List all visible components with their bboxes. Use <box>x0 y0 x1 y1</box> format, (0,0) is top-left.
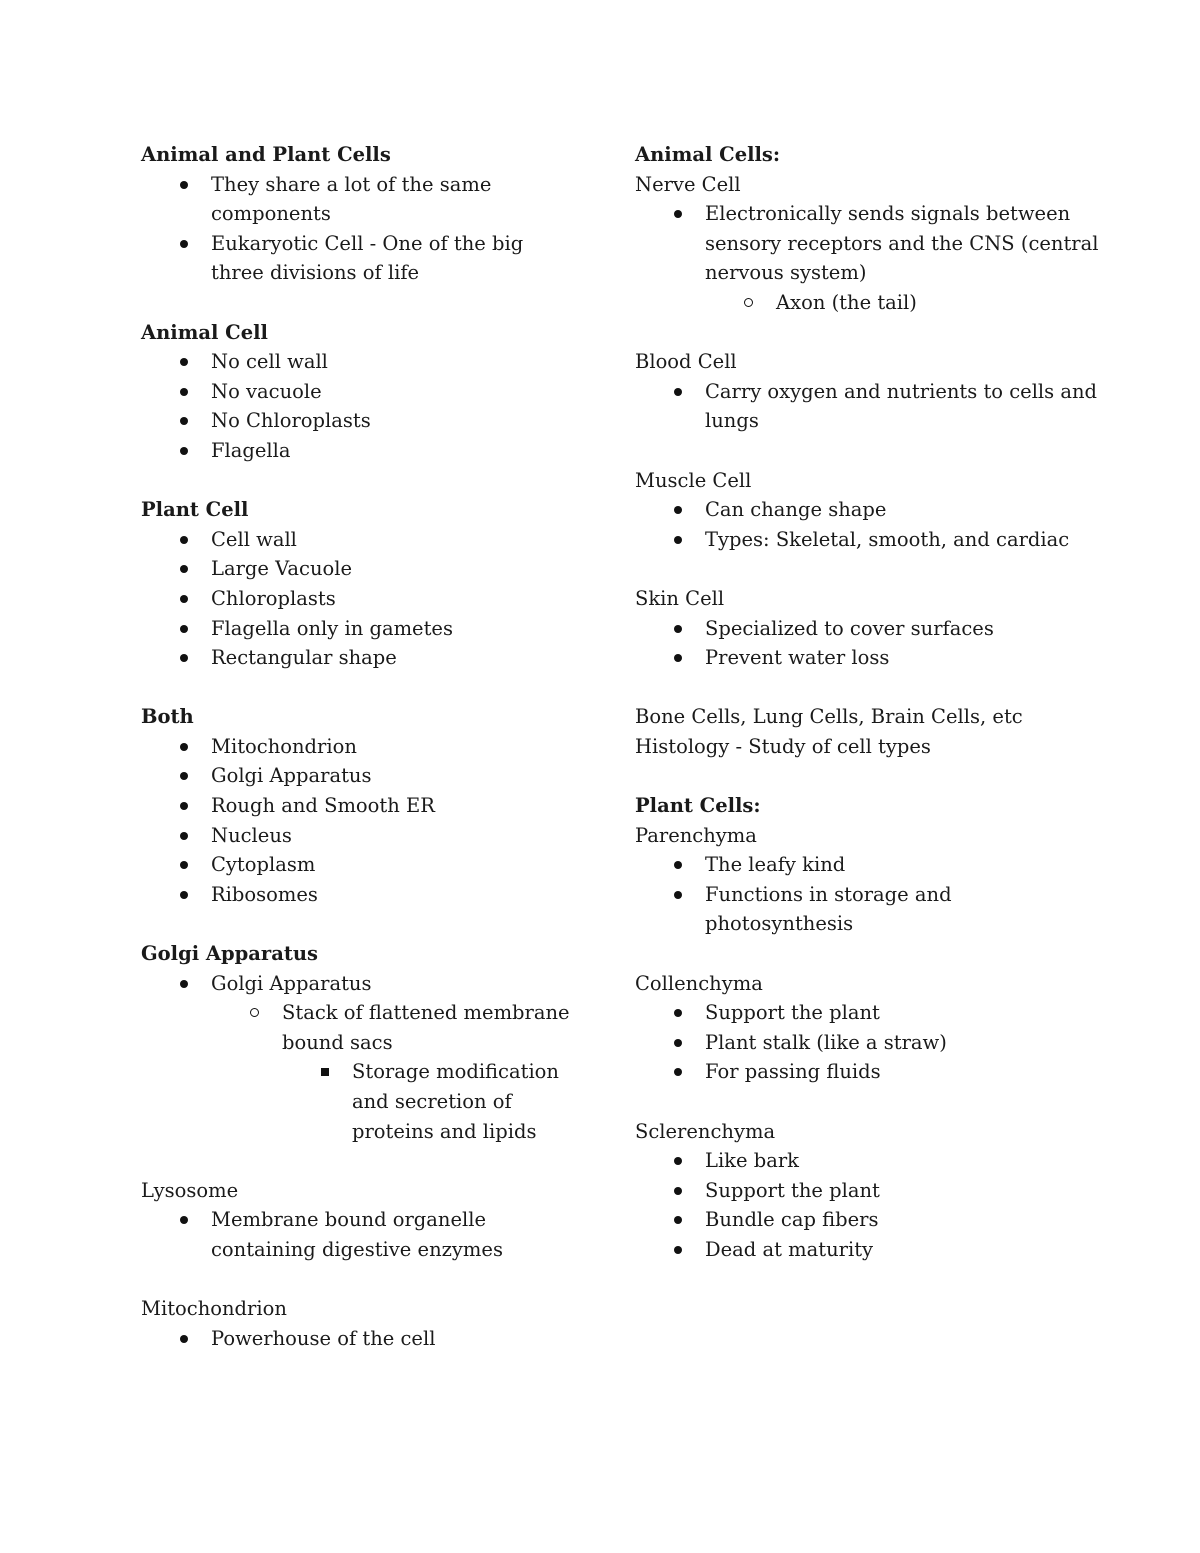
bullet-list <box>141 170 581 288</box>
subheading-sclerenchyma: Sclerenchyma <box>635 1119 776 1143</box>
bullet-disc-icon <box>177 821 191 851</box>
bullet-list <box>635 998 1105 1087</box>
bullet-disc-icon <box>671 377 685 407</box>
bullet-disc-icon <box>177 969 191 999</box>
list-item: Membrane bound organelle containing digestive enzymes <box>211 1205 581 1264</box>
list-item-level-2: Axon (the tail) <box>776 288 1105 318</box>
list-item: Rectangular shape <box>211 643 581 673</box>
bullet-disc-icon <box>177 525 191 555</box>
subheading-muscle-cell: Muscle Cell <box>635 468 752 492</box>
bullet-disc-icon <box>671 1205 685 1235</box>
list-item: Plant stalk (like a straw) <box>705 1028 1105 1058</box>
bullet-disc-icon <box>177 377 191 407</box>
list-item: Ribosomes <box>211 880 581 910</box>
bullet-disc-icon <box>177 643 191 673</box>
bullet-disc-icon <box>177 436 191 466</box>
list-item: Dead at maturity <box>705 1235 1105 1265</box>
bullet-disc-icon <box>177 170 191 200</box>
list-item-level-2: Stack of flattened membrane bound sacs <box>282 998 581 1057</box>
section-heading-plant-cells: Plant Cells: <box>635 794 761 818</box>
list-item: Types: Skeletal, smooth, and cardiac <box>705 525 1105 555</box>
bullet-disc-icon <box>177 614 191 644</box>
section-heading-plant-cell: Plant Cell <box>141 498 249 522</box>
bullet-disc-icon <box>671 1028 685 1058</box>
section-heading-lysosome: Lysosome <box>141 1178 239 1202</box>
bullet-disc-icon <box>177 406 191 436</box>
bullet-disc-icon <box>671 614 685 644</box>
bullet-disc-icon <box>671 643 685 673</box>
bullet-list <box>141 525 581 673</box>
list-item: Functions in storage and photosynthesis <box>705 880 1105 939</box>
bullet-disc-icon <box>177 732 191 762</box>
bullet-disc-icon <box>177 229 191 259</box>
right-column <box>635 140 1105 1265</box>
list-item: Large Vacuole <box>211 554 581 584</box>
other-cells-line: Bone Cells, Lung Cells, Brain Cells, etc <box>635 705 1023 729</box>
left-column <box>141 140 581 1353</box>
list-item: Can change shape <box>705 495 1105 525</box>
section-heading-animal-and-plant-cells: Animal and Plant Cells <box>141 143 391 166</box>
bullet-square-icon <box>318 1057 332 1087</box>
bullet-list <box>635 1146 1105 1264</box>
list-item: Flagella only in gametes <box>211 614 581 644</box>
bullet-list <box>141 732 581 910</box>
bullet-circle-icon <box>742 288 756 318</box>
list-item: Powerhouse of the cell <box>211 1324 581 1354</box>
bullet-disc-icon <box>671 1235 685 1265</box>
subheading-skin-cell: Skin Cell <box>635 586 725 610</box>
bullet-list <box>635 495 1105 554</box>
bullet-circle-icon <box>248 998 262 1028</box>
section-heading-animal-cells: Animal Cells: <box>635 143 781 166</box>
list-item: Chloroplasts <box>211 584 581 614</box>
bullet-disc-icon <box>177 584 191 614</box>
list-item: Bundle cap fibers <box>705 1205 1105 1235</box>
list-item: The leafy kind <box>705 850 1105 880</box>
list-item: Flagella <box>211 436 581 466</box>
bullet-disc-icon <box>177 880 191 910</box>
list-item: Prevent water loss <box>705 643 1105 673</box>
list-item: No vacuole <box>211 377 581 407</box>
subheading-collenchyma: Collenchyma <box>635 971 763 995</box>
list-item: Cell wall <box>211 525 581 555</box>
bullet-disc-icon <box>177 554 191 584</box>
list-item: Support the plant <box>705 1176 1105 1206</box>
histology-line: Histology - Study of cell types <box>635 734 931 758</box>
bullet-disc-icon <box>671 1176 685 1206</box>
list-item-level-3: Storage modification and secretion of proteins and lipids <box>352 1057 581 1146</box>
list-item: Cytoplasm <box>211 850 581 880</box>
list-item: For passing fluids <box>705 1057 1105 1087</box>
list-item: Like bark <box>705 1146 1105 1176</box>
bullet-list <box>141 1324 581 1354</box>
bullet-disc-icon <box>671 495 685 525</box>
bullet-list <box>141 347 581 465</box>
list-item: Golgi Apparatus <box>211 969 581 999</box>
bullet-disc-icon <box>671 1057 685 1087</box>
bullet-disc-icon <box>671 1146 685 1176</box>
bullet-disc-icon <box>177 347 191 377</box>
bullet-disc-icon <box>177 850 191 880</box>
list-item: Specialized to cover surfaces <box>705 614 1105 644</box>
list-item: Eukaryotic Cell - One of the big three divisions of life <box>211 229 581 288</box>
subheading-nerve-cell: Nerve Cell <box>635 172 741 196</box>
subheading-parenchyma: Parenchyma <box>635 823 757 847</box>
bullet-disc-icon <box>671 998 685 1028</box>
bullet-disc-icon <box>177 791 191 821</box>
bullet-disc-icon <box>671 199 685 229</box>
bullet-list <box>141 1205 581 1264</box>
list-item: Mitochondrion <box>211 732 581 762</box>
section-heading-mitochondrion: Mitochondrion <box>141 1297 287 1321</box>
list-item: Support the plant <box>705 998 1105 1028</box>
bullet-list <box>141 969 581 1147</box>
bullet-disc-icon <box>177 761 191 791</box>
bullet-list <box>635 614 1105 673</box>
bullet-disc-icon <box>671 880 685 910</box>
list-item: Golgi Apparatus <box>211 761 581 791</box>
list-item: Rough and Smooth ER <box>211 791 581 821</box>
bullet-disc-icon <box>671 850 685 880</box>
list-item: Nucleus <box>211 821 581 851</box>
bullet-disc-icon <box>177 1324 191 1354</box>
list-item: Electronically sends signals between sensory receptors and the CNS (central nervous system) <box>705 199 1105 288</box>
bullet-list <box>635 199 1105 317</box>
section-heading-golgi-apparatus: Golgi Apparatus <box>141 942 319 966</box>
list-item: No cell wall <box>211 347 581 377</box>
subheading-blood-cell: Blood Cell <box>635 350 737 374</box>
list-item: No Chloroplasts <box>211 406 581 436</box>
list-item: Carry oxygen and nutrients to cells and lungs <box>705 377 1105 436</box>
section-heading-both: Both <box>141 705 194 729</box>
section-heading-animal-cell: Animal Cell <box>141 320 268 344</box>
list-item: They share a lot of the same components <box>211 170 581 229</box>
bullet-list <box>635 850 1105 939</box>
bullet-disc-icon <box>671 525 685 555</box>
bullet-disc-icon <box>177 1205 191 1235</box>
bullet-list <box>635 377 1105 436</box>
